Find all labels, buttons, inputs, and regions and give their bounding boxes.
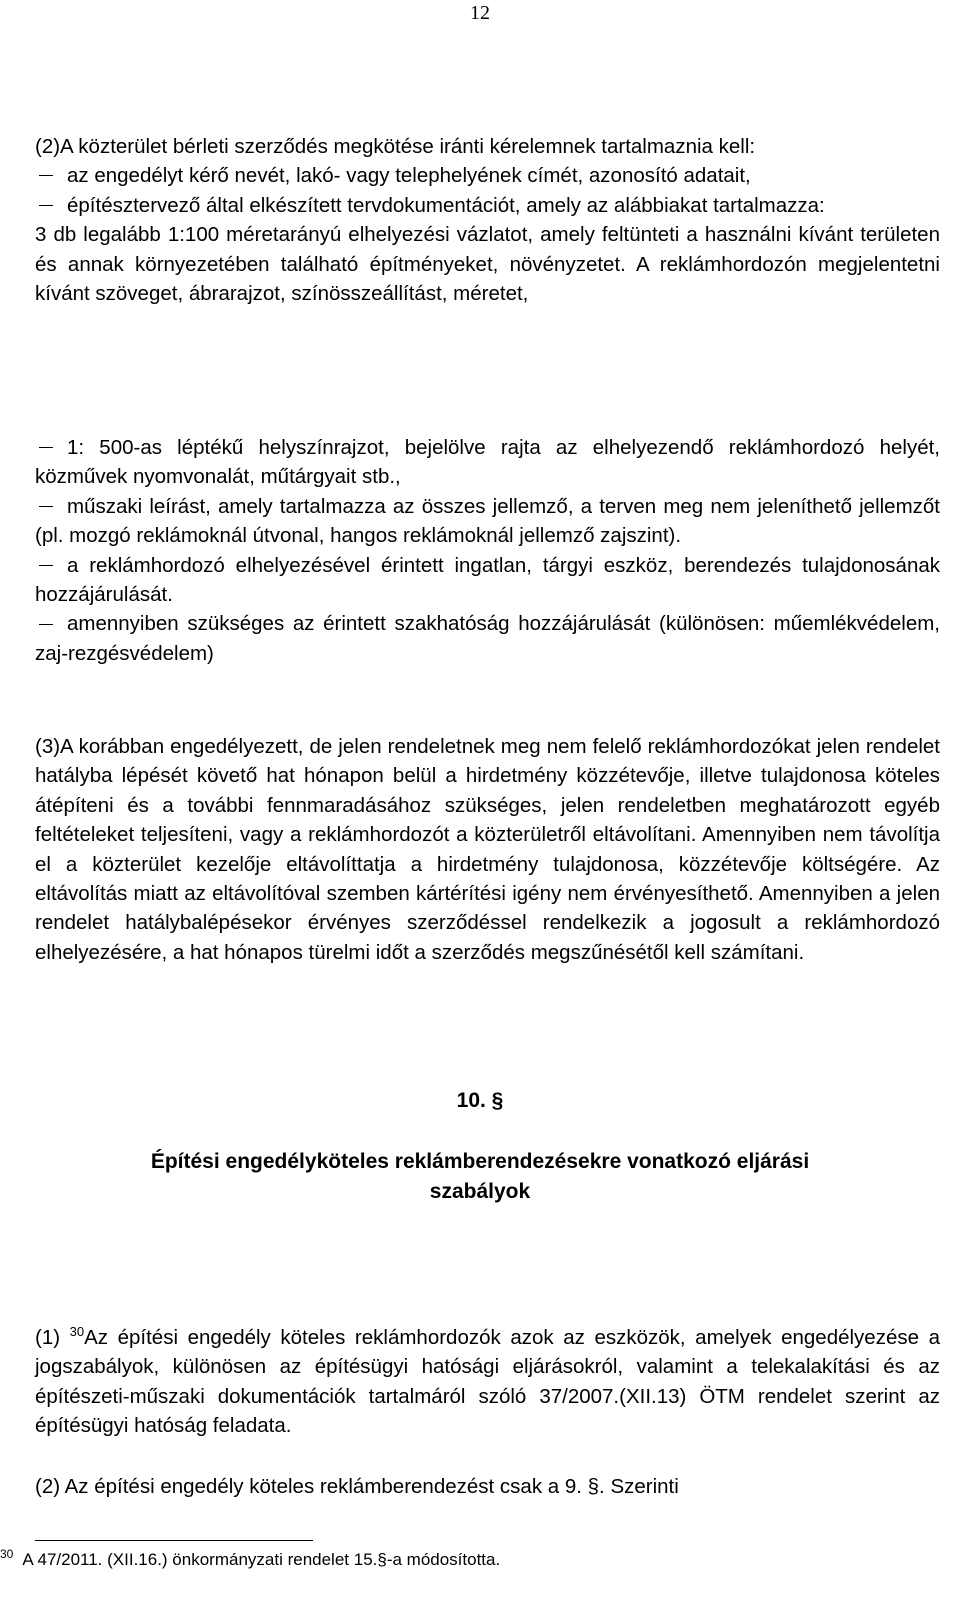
chapter-title-line1: Építési engedélyköteles reklámberendezésekre vonatkozó eljárási (150, 1150, 810, 1173)
list-item-detail: 3 db legalább 1:100 méretarányú elhelyezési vázlatot, amely feltünteti a használni kívánt területen és annak környezetében található építményeket, növényzetet. A reklámhordozón megjelentetni kívánt szöveget, ábrarajzot, színösszeállítást, méretet, (35, 223, 940, 306)
list-item: 1: 500-as léptékű helyszínrajzot, bejelölve rajta az elhelyezendő reklámhordozó helyét, közművek nyomvonalát, műtárgyait stb., (35, 436, 940, 489)
list-item: a reklámhordozó elhelyezésével érintett ingatlan, tárgyi eszköz, berendezés tulajdonosának hozzájárulását. (35, 553, 940, 607)
chapter-number: 10. § (456, 1089, 504, 1112)
list-item: az engedélyt kérő nevét, lakó- vagy telephelyének címét, azonosító adatait, (35, 161, 940, 190)
dash-bullet-icon (39, 565, 53, 566)
section-3-paragraph: (3)A korábban engedélyezett, de jelen rendeletnek meg nem felelő reklámhordozókat jelen rendelet hatályba lépését követő hat hónapon belül a hirdetmény közzétevője, illetve tulajdonosa köteles átépíteni és a további fennmaradásához szükséges, jelen rendeletben meghatározott egyéb feltételeket teljesíteni, vagy a reklámhordozót a közterületről eltávolítani. Amennyiben nem távolítja el a közterület kezelője eltávolíttatja a hirdetmény tulajdonosa, közzétevője költségére. Az eltávolítás miatt az eltávolítóval szemben kártérítési igény nem érvényesíthető. Amennyiben a jelen rendelet hatálybalépésekor érvényes szerződéssel rendelkezik a jogosult a reklámhordozó elhelyezésére, a hat hónapos türelmi időt a szerződés megszűnésétől kell számítani. (35, 735, 940, 964)
footnote-number: 30 (0, 1547, 14, 1562)
dash-bullet-icon (39, 447, 53, 448)
dash-bullet-icon (39, 506, 53, 507)
section-2-block (35, 132, 940, 308)
paragraph-1-prefix: (1) (35, 1326, 70, 1349)
dash-bullet-icon (39, 205, 53, 206)
page-number: 12 (470, 2, 490, 24)
footnote-reference[interactable]: 30 (69, 1324, 85, 1340)
dash-bullet-icon (39, 624, 53, 625)
list-item: műszaki leírást, amely tartalmazza az összes jellemző, a terven meg nem jeleníthető jellemzőt (pl. mozgó reklámoknál útvonal, hangos reklámoknál jellemző zajszint). (35, 494, 940, 548)
section-2-continued (35, 433, 940, 668)
paragraph-2: (2) Az építési engedély köteles reklámberendezést csak a 9. §. Szerinti (35, 1475, 679, 1498)
chapter-title-line2: szabályok (429, 1180, 531, 1203)
list-item: amennyiben szükséges az érintett szakhatóság hozzájárulását (különösen: műemlékvédelem, zaj-rezgésvédelem) (35, 612, 940, 665)
footnote (0, 1549, 500, 1571)
footnote-separator (35, 1540, 313, 1541)
dash-bullet-icon (39, 175, 53, 176)
list-item: építésztervező által elkészített tervdokumentációt, amely az alábbiakat tartalmazza: (35, 191, 940, 220)
section-2-intro: (2)A közterület bérleti szerződés megkötése iránti kérelemnek tartalmaznia kell: (35, 135, 756, 158)
paragraph-1-text: Az építési engedély köteles reklámhordozók azok az eszközök, amelyek engedélyezése a jogszabályok, különösen az építésügyi hatósági eljárásokról, valamint a telekalakítási és az építészeti-műszaki dokumentációk tartalmáról szóló 37/2007.(XII.13) ÖTM rendelet szerint az építésügyi hatóság feladata. (35, 1326, 940, 1438)
paragraph-1 (35, 1323, 940, 1441)
footnote-text: A 47/2011. (XII.16.) önkormányzati rendelet 15.§-a módosította. (22, 1550, 501, 1569)
